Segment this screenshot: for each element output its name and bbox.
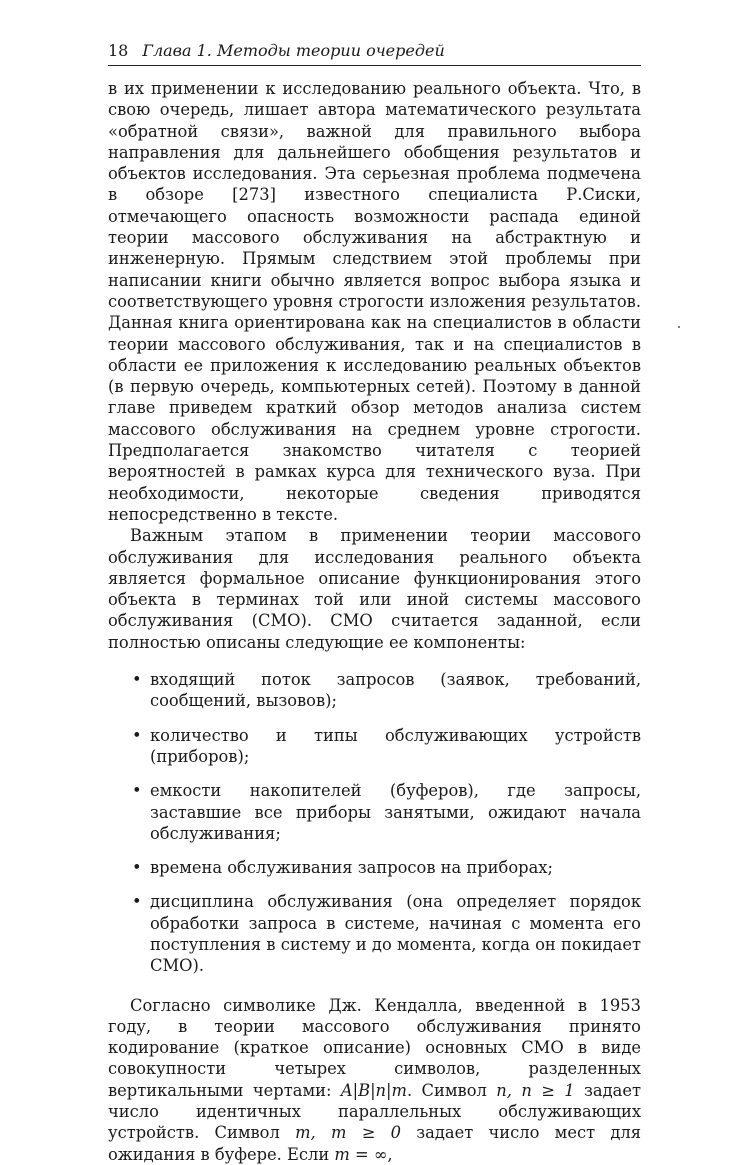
math-m-infinity: m = ∞ xyxy=(334,1144,388,1164)
list-item-text: времена обслуживания запросов на приборах; xyxy=(150,858,553,878)
bullet-icon: • xyxy=(132,781,142,801)
paragraph-2: Важным этапом в применении теории массового обслуживания для исследования реального объекта является формальное описание функционирования этого объекта в терминах той или иной системы массового обслуживания (СМО). СМО считается заданной, если полностью описаны следующие ее компоненты: xyxy=(108,526,641,652)
list-item-text: количество и типы обслуживающих устройств (приборов); xyxy=(150,725,641,766)
kendall-notation: A|B|n|m xyxy=(340,1080,407,1100)
bullet-icon: • xyxy=(132,858,142,878)
list-item-text: входящий поток запросов (заявок, требований, сообщений, вызовов); xyxy=(150,670,641,711)
paragraph-3-part-5: , xyxy=(387,1144,393,1164)
bullet-icon: • xyxy=(132,670,142,690)
running-header xyxy=(108,40,641,66)
bullet-icon: • xyxy=(132,892,142,912)
list-item xyxy=(130,780,641,844)
page-number: 18 xyxy=(108,41,129,60)
math-n: n, n ≥ 1 xyxy=(496,1080,575,1100)
bullet-icon: • xyxy=(132,725,142,745)
paragraph-3-part-3: задает число идентичных параллельных обслуживающих устройств. Символ xyxy=(108,1080,641,1143)
list-item xyxy=(130,669,641,712)
paragraph-3-part-2: . Символ xyxy=(406,1080,497,1100)
list-item-text: дисциплина обслуживания (она определяет порядок обработки запроса в системе, начиная с момента его поступления в систему и до момента, когда он покидает СМО). xyxy=(150,892,641,976)
list-item xyxy=(130,891,641,976)
paragraph-3-part-4: задает число мест для ожидания в буфере. Если xyxy=(108,1123,641,1164)
body-text xyxy=(108,78,641,1165)
chapter-title: Глава 1. Методы теории очередей xyxy=(142,41,445,60)
book-page xyxy=(108,40,641,1165)
list-item xyxy=(130,725,641,768)
list-item-text: емкости накопителей (буферов), где запросы, заставшие все приборы занятыми, ожидают начала обслуживания; xyxy=(150,781,641,843)
component-list xyxy=(108,669,641,977)
list-item xyxy=(130,857,641,878)
paragraph-1: в их применении к исследованию реального объекта. Что, в свою очередь, лишает автора математического результата «обратной связи», важной для правильного выбора направления для дальнейшего обобщения результатов и объектов исследования. Эта серьезная проблема подмечена в обзоре [273] известного специалиста Р.Сиски, отмечающего опасность возможности распада единой теории массового обслуживания на абстрактную и инженерную. Прямым следствием этой проблемы при написании книги обычно является вопрос выбора языка и соответствующего уровня строгости изложения результатов. Данная книга ориентирована как на специалистов в области теории массового обслуживания, так и на специалистов в области ее приложения к исследованию реальных объектов (в первую очередь, компьютерных сетей). Поэтому в данной главе приведем краткий обзор методов анализа систем массового обслуживания на среднем уровне строгости. Предполагается знакомство читателя с теорией вероятностей в рамках курса для технического вуза. При необходимости, некоторые сведения приводятся непосредственно в тексте. xyxy=(108,79,641,524)
paragraph-3-part-1: Согласно символике Дж. Кендалла, введенной в 1953 году, в теории массового обслуживания принято кодирование (краткое описание) основных СМО в виде совокупности четырех символов, разделенных вертикальными чертами: xyxy=(108,995,641,1100)
scan-speck xyxy=(678,326,680,328)
paragraph-3 xyxy=(108,995,641,1165)
math-m: m, m ≥ 0 xyxy=(295,1123,401,1143)
